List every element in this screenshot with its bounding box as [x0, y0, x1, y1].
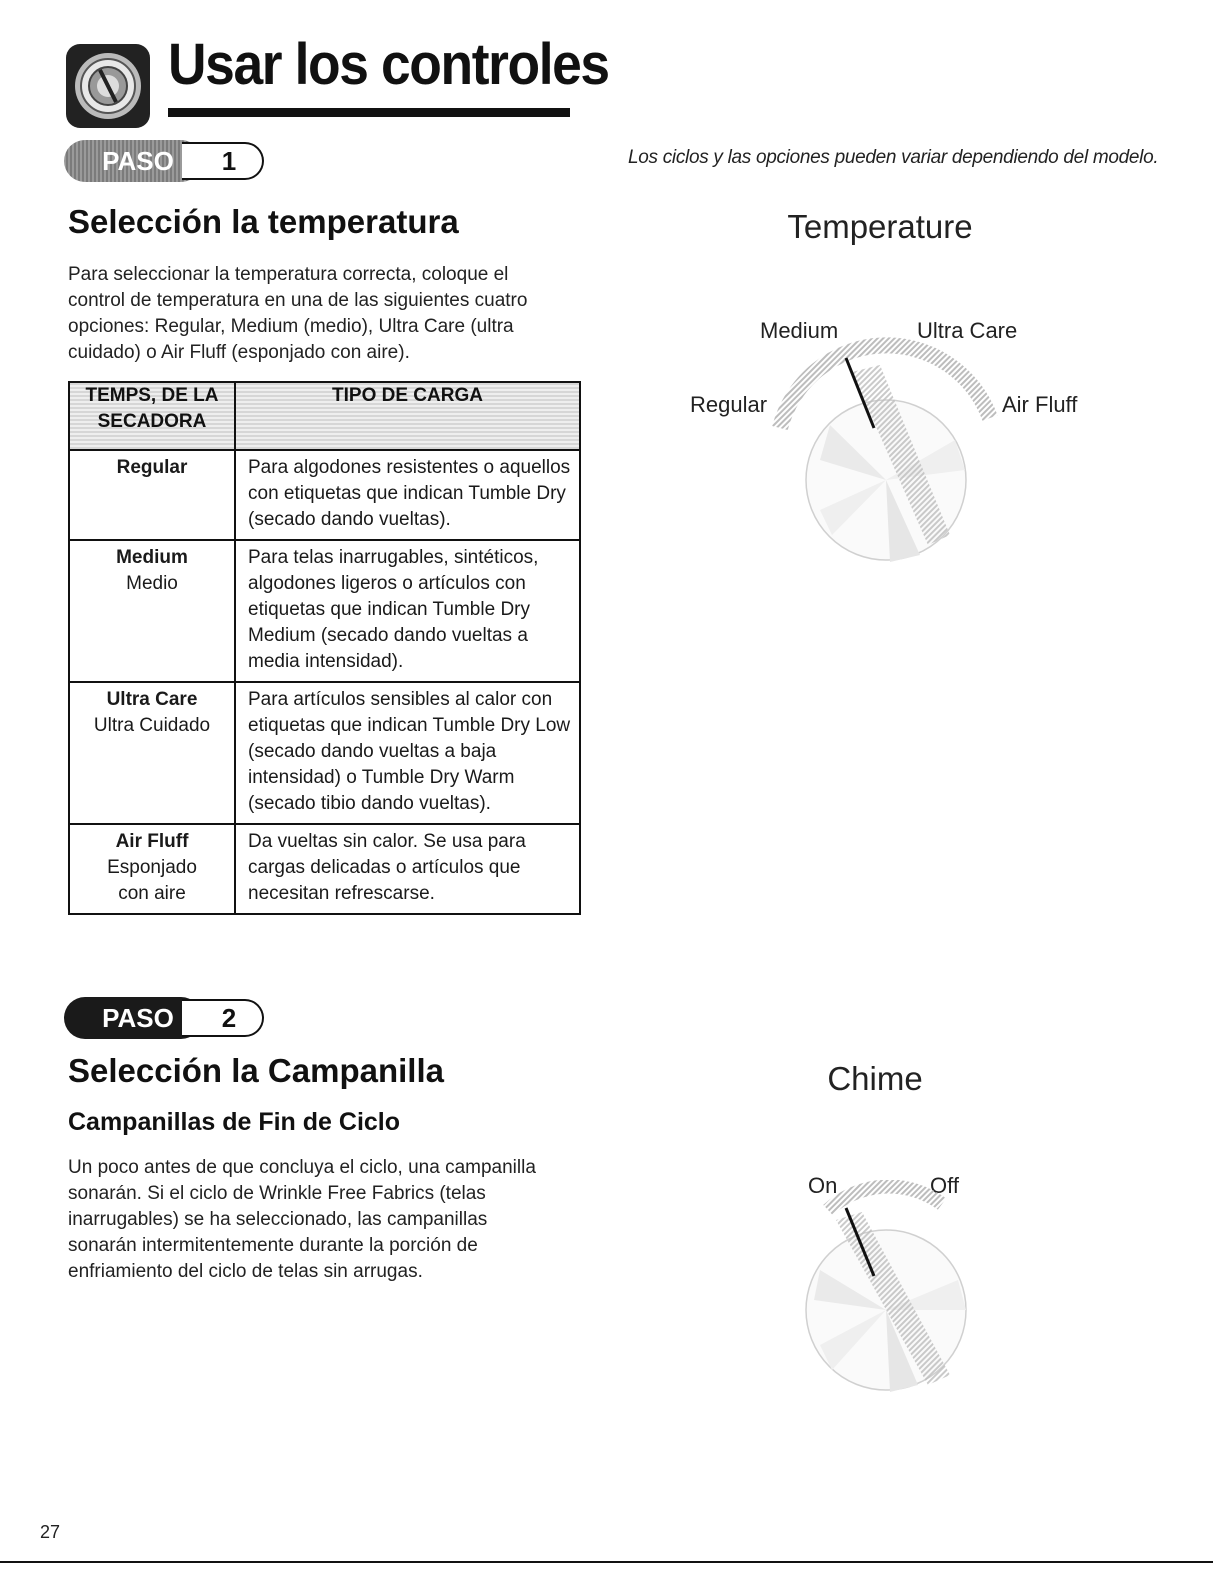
table-cell-description: Da vueltas sin calor. Se usa para cargas delicadas o artículos que necesitan refrescarse.: [235, 824, 580, 914]
step1-heading: Selección la temperatura: [68, 203, 459, 240]
step-badge-label: PASO: [64, 140, 202, 182]
step2-badge: [64, 997, 274, 1039]
dial-label-regular: Regular: [690, 392, 768, 417]
table-row: [69, 450, 580, 540]
step1-badge: [64, 140, 274, 182]
table-row: [69, 540, 580, 682]
setting-name: Ultra Care: [106, 689, 198, 710]
step-badge-label: PASO: [64, 997, 202, 1039]
dial-label-on: On: [808, 1173, 838, 1198]
model-note: Los ciclos y las opciones pueden variar dependiendo del modelo.: [628, 147, 1159, 168]
table-header: TEMPS, DE LA SECADORA: [69, 382, 235, 450]
bottom-rule: [0, 1561, 1213, 1563]
step2-heading: Selección la Campanilla: [68, 1052, 444, 1089]
dial-icon: [66, 44, 150, 128]
setting-name: Air Fluff: [115, 831, 189, 852]
table-cell-description: Para telas inarrugables, sintéticos, algodones ligeros o artículos con etiquetas que indican Tumble Dry Medium (secado dando vueltas a media intensidad).: [235, 540, 580, 682]
table-cell-setting: [69, 682, 235, 824]
title-rule: [168, 108, 570, 117]
setting-name: Regular: [116, 457, 188, 478]
table-header-row: [69, 382, 580, 450]
page-number: 27: [40, 1522, 61, 1542]
chime-dial-knob[interactable]: [790, 1180, 990, 1420]
dial-label-medium: Medium: [760, 318, 839, 343]
setting-name: Medium: [116, 547, 188, 568]
table-header: TIPO DE CARGA: [235, 382, 580, 450]
temperature-dial-title: Temperature: [787, 208, 973, 245]
step1-body: Para seleccionar la temperatura correcta, coloque el control de temperatura en una de las siguientes cuatro opciones: Regular, Medium (medio), Ultra Care (ultra cuidado) o Air Fluff (esponjado con aire).: [68, 264, 528, 363]
table-row: [69, 682, 580, 824]
setting-translation: Medio: [126, 573, 178, 594]
table-cell-description: Para algodones resistentes o aquellos con etiquetas que indican Tumble Dry (secado dando vueltas).: [235, 450, 580, 540]
page-title: Usar los controles: [168, 32, 609, 97]
chime-dial-title: Chime: [827, 1060, 923, 1097]
table-cell-setting: [69, 450, 235, 540]
table-cell-setting: [69, 540, 235, 682]
step-badge-number: 2: [182, 999, 264, 1037]
table-cell-setting: [69, 824, 235, 914]
step2-subheading: Campanillas de Fin de Ciclo: [68, 1108, 401, 1136]
setting-translation: Esponjado con aire: [107, 857, 197, 904]
table-cell-description: Para artículos sensibles al calor con etiquetas que indican Tumble Dry Low (secado dando vueltas a baja intensidad) o Tumble Dry Warm (secado tibio dando vueltas).: [235, 682, 580, 824]
dial-label-air-fluff: Air Fluff: [1002, 392, 1078, 417]
setting-translation: Ultra Cuidado: [93, 715, 211, 736]
step2-body: Un poco antes de que concluya el ciclo, una campanilla sonarán. Si el ciclo de Wrinkle Free Fabrics (telas inarrugables) se ha seleccionado, las campanillas sonarán intermitentemente durante la porción de enfriamiento del ciclo de telas sin arrugas.: [68, 1157, 536, 1282]
temperature-dial-knob[interactable]: [760, 330, 1020, 570]
temperature-table: [68, 381, 581, 915]
table-row: [69, 824, 580, 914]
step-badge-number: 1: [182, 142, 264, 180]
dial-label-ultra-care: Ultra Care: [917, 318, 1018, 343]
dial-label-off: Off: [930, 1173, 959, 1198]
